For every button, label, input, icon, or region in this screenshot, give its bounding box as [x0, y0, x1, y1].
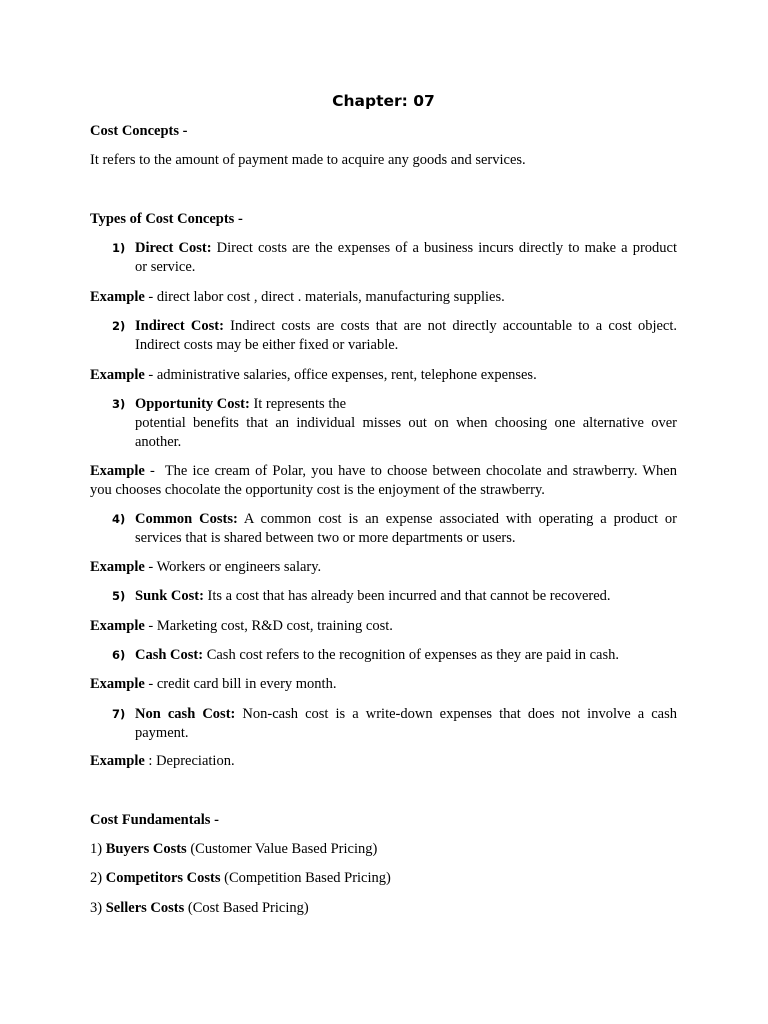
example-text: Workers or engineers salary. [156, 559, 322, 575]
example-text: The ice cream of Polar, you have to choose between chocolate and strawberry. When [164, 463, 677, 479]
example-text: Depreciation. [156, 753, 235, 769]
list-item-body [135, 646, 677, 665]
example-common-costs [90, 558, 677, 577]
example-sunk-cost [90, 617, 677, 636]
fundamentals-item-competitors [90, 869, 677, 888]
fundamentals-term: Sellers Costs [105, 900, 185, 916]
term-label: Direct Cost: [135, 240, 212, 256]
term-label: Sunk Cost: [135, 588, 204, 604]
list-item-body [135, 317, 677, 355]
types-heading: Types of Cost Concepts - [90, 211, 243, 227]
example-direct-cost [90, 288, 677, 307]
example-label: Example [90, 676, 145, 692]
list-item-body [135, 239, 677, 277]
term-description: It represents the [249, 396, 347, 412]
example-label: Example [90, 559, 145, 575]
example-separator: - [144, 618, 157, 634]
list-number: 2) [112, 319, 126, 333]
fundamentals-detail: (Cost Based Pricing) [184, 900, 309, 916]
list-number: 7) [112, 707, 126, 721]
example-separator: - [144, 463, 165, 479]
term-description: Non-cash cost is a write-down expenses that does not involve a cash [235, 706, 678, 722]
term-description-cont: payment. [135, 725, 189, 741]
example-separator: - [144, 367, 157, 383]
example-text: Marketing cost, R&D cost, training cost. [156, 618, 393, 634]
fundamentals-detail: (Competition Based Pricing) [220, 870, 391, 886]
term-label: Opportunity Cost: [135, 396, 250, 412]
fundamentals-heading: Cost Fundamentals - [90, 812, 219, 828]
term-description-cont: another. [135, 434, 182, 450]
example-indirect-cost [90, 366, 677, 385]
document-page [90, 0, 677, 1024]
example-label: Example [90, 463, 145, 479]
example-text: credit card bill in every month. [156, 676, 337, 692]
list-item-body [135, 705, 677, 743]
example-text: administrative salaries, office expenses, rent, telephone expenses. [156, 367, 537, 383]
fundamentals-detail: (Customer Value Based Pricing) [186, 841, 378, 857]
example-non-cash-cost [90, 752, 677, 771]
list-number: 1) [112, 241, 126, 255]
term-description: Its a cost that has already been incurred and that cannot be recovered. [203, 588, 611, 604]
term-description: Direct costs are the expenses of a business incurs directly to make a product [211, 240, 677, 256]
example-text: direct labor cost , direct . materials, manufacturing supplies. [156, 289, 505, 305]
fundamentals-item-buyers [90, 840, 677, 859]
fundamentals-number: 3) [90, 900, 106, 916]
example-opportunity-cost [90, 462, 677, 500]
list-number: 3) [112, 397, 126, 411]
example-separator: - [144, 559, 157, 575]
list-number: 6) [112, 648, 126, 662]
example-text-cont: you chooses chocolate the opportunity cost is the enjoyment of the strawberry. [90, 482, 545, 498]
list-number: 4) [112, 512, 126, 526]
term-description: A common cost is an expense associated with operating a product or [237, 511, 677, 527]
example-cash-cost [90, 675, 677, 694]
term-label: Indirect Cost: [135, 318, 224, 334]
example-separator: : [144, 753, 157, 769]
term-description: Cash cost refers to the recognition of expenses as they are paid in cash. [203, 647, 620, 663]
example-label: Example [90, 618, 145, 634]
list-item-body [135, 510, 677, 548]
term-label: Common Costs: [135, 511, 238, 527]
example-separator: - [144, 676, 157, 692]
example-label: Example [90, 289, 145, 305]
fundamentals-term: Competitors Costs [105, 870, 221, 886]
example-separator: - [144, 289, 157, 305]
fundamentals-item-sellers [90, 899, 677, 918]
term-label: Cash Cost: [135, 647, 204, 663]
list-item-body [135, 395, 677, 452]
example-label: Example [90, 367, 145, 383]
chapter-title: Chapter: 07 [332, 92, 435, 110]
fundamentals-number: 2) [90, 870, 106, 886]
term-description-cont: Indirect costs may be either fixed or variable. [135, 337, 399, 353]
term-description: Indirect costs are costs that are not directly accountable to a cost object. [223, 318, 677, 334]
list-number: 5) [112, 589, 126, 603]
term-description-cont: services that is shared between two or more departments or users. [135, 530, 516, 546]
fundamentals-term: Buyers Costs [105, 841, 187, 857]
cost-concepts-definition: It refers to the amount of payment made to acquire any goods and services. [90, 152, 526, 168]
example-label: Example [90, 753, 145, 769]
term-description-cont: or service. [135, 259, 196, 275]
term-description-cont: potential benefits that an individual misses out on when choosing one alternative over [135, 415, 677, 431]
term-label: Non cash Cost: [135, 706, 236, 722]
cost-concepts-heading: Cost Concepts - [90, 123, 188, 139]
list-item-body [135, 587, 677, 606]
fundamentals-number: 1) [90, 841, 106, 857]
